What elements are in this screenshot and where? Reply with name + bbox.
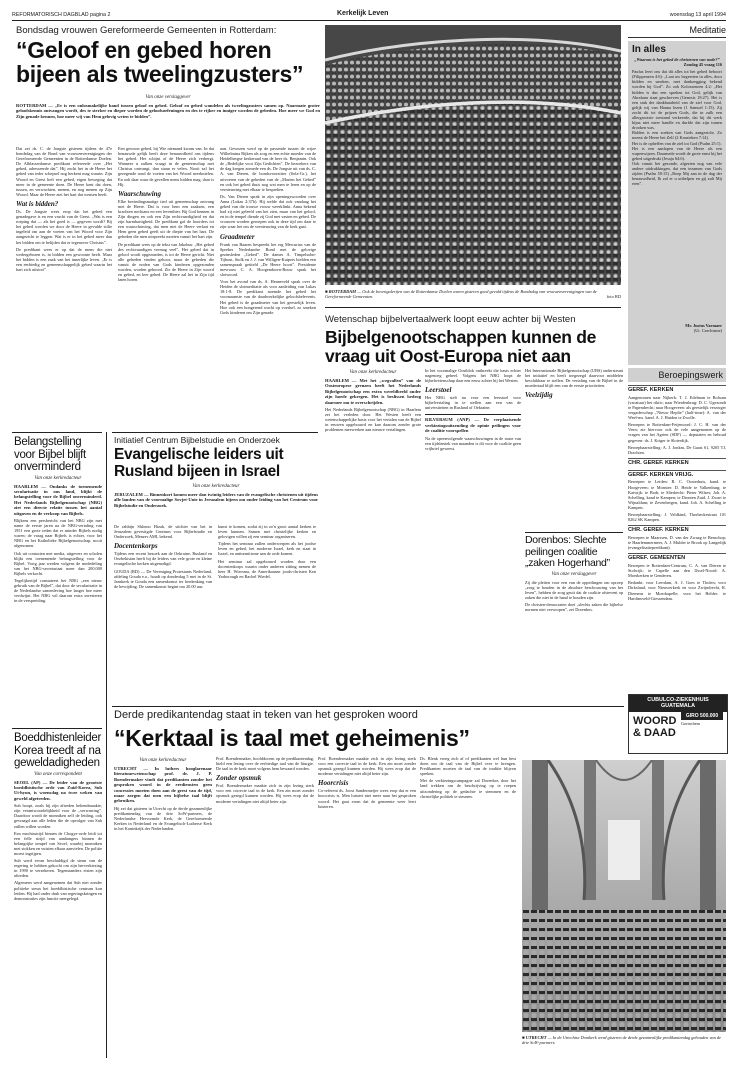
meditatie-author-place: (Ut. Czechisme) [693,328,722,334]
art1-paragraph: Elke bevindingsmatige tied uit gemeenschap ontvang met de Heere. Dat is voor hem een zaaksen, een krachten nochtans en een leventhier. Bij God kennen in Zijn dingen en ook een Zijn rechtvaardigheid en dat zijn barmhartigheid. De predikant gaf de hoorders tot een waarschuwing, dat men niet de Heere verlaat en Hem geen gebed geeft uit de diepte van het hart. De gebeden die men uitspreekt moeten vanuit het hart zijn. [118,198,214,240]
beroeping-section-heading: CHR. GEREF. KERKEN [628,525,726,534]
caption-title: UTRECHT [525,1035,547,1040]
meditatie-title: Meditatie [628,25,726,38]
art4-top [114,482,318,510]
audience-photo-caption: ■ ROTTERDAM — Ook de bovengalerijen van de Rotterdamse Doelen waren gisteren goed gevuld tijdens de Bondsdag van vrouwenverenigingen van de Gereformeerde Gemeenten. foto RD [325,289,621,300]
art6-byline: Van onze verslaggever [551,571,597,577]
meditatie-heading: In alles [632,44,666,55]
art2-paragraph: Ook uit contacten met media, uitgevers en scholen blijkt een toenemende belangstelling voor de Bijbel. Vorig jaar werden volgens de mededeling van het NBG-secretariaat meer dan 200.000 Bijbels verkocht. [14,550,102,576]
beroeping-section-heading: GEREF. KERKEN VRIJG. [628,470,726,479]
art8-paragraph: Prof. Boendermaker maakte zich in zijn lezing sterk voor een correcte taal in de kerk. Een zin moet zonder opsmuk gezegd kunnen worden. Hij wees erop dat de moderne vertalingen niet altijd beter zijn. [318,756,416,777]
art1-paragraph: Ds. Van Dieren sprak in zijn openingswoorden over Anna (Lukas 2:37b). Hij stelde dat ook vandaag het gebed van die trouwe vrouw weerklinkt. Anna bekend had zij niet geleefd van het zien, maar van het geloof, en in de tempel diende zij God met vasten en gebed. De vrouwen worden geroepen ook in deze tijd om daar te zijn waar het om de vernieuwing van de kerk gaat. [220,193,316,230]
beroeping-section-heading: GEREF. KERKEN [628,385,726,394]
caption-text: Ook de bovengalerijen van de Rotterdamse Doelen waren gisteren goed gevuld tijdens de Bondsdag van vrouwenverenigingen van de Gereformeerde Gemeenten. [325,289,597,300]
art4-paragraph: Tijdens een recent bezoek aan de Oekraine, Rusland en Oezbekistan heeft hij de leiders van vele grote en kleine evangelische kerken uitgenodigd. [114,551,212,567]
beroepingswerk [628,368,726,688]
art1-paragraph: aan. Gewezen werd op de passende tussen de wijze Wilhelmina Rijken als zorg en een echte moeder van de Heidelbergse kerkeraad van de heer ds. Benjamin. Ook de „Bedelijke voor Zijn Gedichten”. De bezoekers van de dag kregen zomede een ds. De Jongste uit van ds. C. A. van Dieren, de bondsvoorzitter (Sola-Gr.), het uitvoeren van de gebeden van de „Marien het Gebed” en ook het gebed thuis nog wat men te leren en op de vernieuwing met elkaar te bespreken. [220,146,316,192]
cubulco-location: Gorinchem [681,721,700,726]
art8-paragraph: Prof. Boendermaker maakte zich in zijn lezing sterk voor een correcte taal in de kerk. Een zin moet zonder opsmuk gezegd kunnen worden. Hij wees erop dat de moderne vertalingen niet altijd beter zijn. [216,783,314,804]
art1-paragraph: Een gewoon gebed, bij Wie niemand kwam van. In dat benauwde gelijk heeft deze benauwdheid ons tijdens het gebed. Het schijnt of de Heere zich verbergt. Wanneer u zulken vraagt in de gemeenschap met Christus ontvangt, dan staan er velen. Nooit zal het gezegende rond de voeten van het Woord neerknielen. En ook daar waar de gevallen mens bidden mag, daar is Hij. [118,146,214,187]
art1-headline-line2: bijeen als tweelingzusters” [16,61,304,87]
art8-col4 [420,756,516,1058]
art5-kicker: Wetenschap bijbelvertaalwerk loopt eeuw achter bij Westen [325,314,576,325]
art4-col1 [114,524,212,702]
art8-paragraph: Met de verkiezingscampagne zal Dorenbos door het land trekken om de beschrijving op te roepen uitzondering op de gedachte te stemmen en de christelijke politiek te steunen. [420,778,516,799]
beroepingswerk-title: Beroepingswerk [628,368,726,382]
art6-headline: Dorenbos: Slechte peilingen coalitie „zaken Hogerhand” [525,535,610,569]
beroeping-section-text: Beroepen te Leiden: R. C. Oosterhuis, kand. te Hoogeveen; te Monster: D. Heide te Valkenburg; te Katwijk: te Bodr, te Sliedrecht: Pieter Wilzes; Joh. A. Schelling, kand te Kampen; te Dronten Zuid, J. Zwart te Wijnaldum; te Zevenbergen, kand. Joh. A. Schelling te Kampen. [628,479,726,510]
beroeping-section-text: Beroepen te Maarssen, D. van der Zwaag te Benschop; te Haarlemmermeer, A. J. Mulder te Brook op Langedijk (evangelisatiepredikant). [628,534,726,551]
caption-title: ROTTERDAM [328,289,357,294]
art5-subhead: Veelzijdig [525,391,553,400]
art5-headline [325,328,625,365]
art1-paragraph: Frank van Baaren bespreekt het erg Mercurius van de Spreker Nederlandse Bond met de gelovige gezinsleden „Gebed”. De dames A. Timpelsohn-Tijbout, Stolk en J. J. van Willigen-Kuipers hielden een samenspraak getiteld „De Heere hoort”. Presidente mevrouw C. A. Hoogendoorn-Bouw sprak het slotwoord. [220,241,316,278]
meditatie-body: Paulus leert ons dat dit alles tot het gebed behoort (Filippenzen 4:6): „Laat uw begeerten in alles, door bidden en smeken, met dankzegging bekend worden bij God”. Zo ook Kolossenzen 4:2: „Het bidden is dus een spreken tot God, gelijk van Abraham staat geschreven (Genesis 18:27). Het is een stuk der dankbaarheid van de ziel voor God, gelijk wij van Hanna lezen (1 Samuel 1:15). Zij zocht dit tot de prijzen Gods, die in zulk een allergrootste toestand verkeerde, dat hij dit werk bijna niet meer handle en durfde dat zijn tranen drooken was. Bidden is een zoeken van Gods aangezicht. Zo noemt de Heere het Zelf (2 Kronieken 7:14). Het is de opheffen van de ziel tot God (Psalm 25:1). Het is een aanlopen van de Heere als een wapenwijzen. Daarmede wordt de grote ernst bij het gebed uitgedrukt (Jesaja 64:6). Ook vanuit het gezonde, afgezien nog van vele andere uitdrukkingen, dat een tezamen van Gods zijden (Psalm 50:15) „Roep Mij aan in de dag der benauwdheid, Ik zal er u uithelpen en gij zult Mij eren”. [632,69,722,187]
art3-paragraph: Algemeen werd aangenomen dat Suh niet zonder politieke steun het boeddhistische centrum kon leiden. Hij had onder druk van regeringskringen en demonstraties zijn functie neergelegd. [14,880,102,901]
beroeping-section-text: Beroepen te Rotterdam-Feijenoord: J. C. H. van der Veen; zie hiervoor ook de vele aangenomen op de vragen van het Agrien (SDF) — deputaten en behoud gegeven: ds. J. Kriger te Sloterdijk. [628,422,726,443]
art8-lead: UTRECHT — In luthers hooglarenaar literatuurwetenschap prof. dr. J. P. Boendermaker vindt dat predikanten zonder het gesproken woord in de erediensten geen concessies moeten doen aan de geest van de tijd, maar zorgen dat men een bijbelse taal blijft gebruiken. [114,766,212,804]
header-rule [12,20,726,21]
art5-paragraph: Het Internationale Bijbelgenootschap (UBS) ondersteunt het initiatief en heeft toegezegd daarvoor middelen beschikbaar te stellen. De vertaling van de Bijbel in de moedertaal blijft een van de eerste prioriteiten. [525,368,623,389]
art4-paragraph: Het seminar zal opgebouwd worden door een docentenkorps waarin onder anderen zitting nemen de heer H. Wiersma, de Amerikaanse joods-christen Ken Yarborough en Rachel Wiedel. [218,558,316,579]
divider [325,307,621,308]
art5-subhead: Leerstoel [425,386,452,395]
art1-subhead: Graadmeter [220,232,255,241]
meditatie-zondag: Zondag 45 vraag 116 [683,62,722,68]
art5-headline-line1: Bijbelgenootschappen kunnen de [325,327,597,347]
art1-subhead: Wat is bidden? [16,199,59,208]
art1-paragraph: Voor het avond van ds. A. Henneveld sprak over de Heiden de slotmeditatie als voor aanleiding van Lukas 18:1-8. De predikant noemde het gebed het voornaamste van de daadwerkelijke geloofsbelevenis. Het gebed is de graadmeter van het geestelijk leven. Hoe ook een hongerend wacht op voedsel, zo smeken Gods kinderen om Zijn genade. [220,279,316,315]
art8-col2 [216,756,314,1058]
art8-paragraph: Prof. Boendermaker, hoofddocent op de predikantendag, hield een lezing over de eerbiedige taal van de liturgie. De taal in de kerk moet volgens hem bewaard worden. [216,756,314,772]
domkerk-photo-caption: ■ UTRECHT — In de Utrechtse Domkerk werd gisteren de derde gezamenlijke predikantendag gehouden van de drie SoW-partners. [522,1035,722,1046]
meditatie-panel [628,41,726,365]
art2-paragraph: Tegelijkertijd constateert het NBG „een nieuw gebruik van de Bijbel”, dat door de secularisatie in de Nederlandse samenleving hoe langer hoe meer verdwijnt. Het NBG wil daarom extra investeren in de verspreiding. [14,577,102,604]
art8-col1 [114,756,212,1058]
art8-paragraph: Hij zei dat gisteren in Utrecht op de derde gezamenlijke predikantendag van de drie SoW-partners, de Nederlandse Hervormde Kerk, de Gereformeerde Kerken in Nederland en de Evangelisch-Lutherse Kerk in het Koninkrijk der Nederlanden. [114,805,212,832]
domkerk-photo [522,760,726,1032]
art5-paragraph: Het NBG stelt nu voor een leerstoel voor bijbelvertaling in te stellen aan een van de universiteiten in Rusland of Oekraine. [425,395,521,411]
audience-photo [325,25,621,285]
art1-paragraph: Dat zei ds. C. de Jongste gisteren tijdens de 47e bondsdag van de Bond van vrouwenverenigingen der Gereformeerde Gemeenten in de Rotterdamse Doelen. De Alblasserdamse predikant refereerde over „Het gebed, adresseerde dat”. Hij zocht het in de Heere het gebed van ieder schepsel nog herkent mag waarin. Zijn Woord en Geest heft een gebed, eigen beweging dat meer in de gemeente doen. De Heere kent dat doen, tussen, en verwachten, menen, en nog menen op Zijn Woord. Maar de Heere ziet het hart dat wensen heeft. [16,146,112,197]
beroeping-section-text: Beroepbaarstelling: A. J. Jonkm, De Gaast 61, 9205 TJ, Drachten. [628,444,726,455]
art5-col3 [525,368,623,528]
art1-paragraph: De predikant wees er op dat de mens die niet wedergeboren is, in bidden een gewoonte heeft. Maar het bidden is een zaak van het innerlijke leven. „Er is een eerbiedig en gemeenschappelijk gebed waarin het hart zich uitstort”. [16,246,112,272]
divider [425,414,521,415]
art5-col1 [325,368,421,702]
caption-text: In de Utrechtse Domkerk werd gisteren de derde gezamenlijke predikantendag gehouden van de drie SoW-partners. [522,1035,722,1046]
beroeping-section-text: Beroepen te Rotterdam-Centrum, C. A. van Dieren te Stolwijk; te Capelle aan den IJssel-Noord: A. Moerkerken te Genderen. [628,563,726,579]
art4-byline: Van onze kerkredacteur [192,484,240,489]
art7-headline: RILVERSUM (ANP) — De verplaatsende verkiezingsuitzending de opinie peilingen voor de coalitie voorspellen [425,417,521,434]
beroeping-section-heading: CHR. GEREF. KERKEN [628,458,726,467]
art3-headline: Boeddhistenleider Korea treedt af na geweldadigheden [14,732,101,769]
art2-byline: Van onze kerkredacteur [34,475,82,481]
art5-byline: Van onze kerkredacteur [349,370,397,375]
beroeping-section-heading: GEREF. GEMEENTEN [628,553,726,562]
art6-paragraph: Zij die pleiten voor een van de oppeilingen om oproep „zorg te houden in de absolute beschouwing van het leven”, hebben de zorg geuit dat de coalitie afstevent op zaken die niet in de hand te houden zijn. [525,579,623,600]
art4-paragraph: kunst te komen, zodat zij in zo'n groot aantal kerken te leven kunnen. Samen met christelijke kerken en gelovigen willen zij een seminar organiseren. [218,524,316,540]
art2-headline: Belangstelling voor Bijbel blijft onverminderd [14,436,86,473]
art1-paragraph: De predikant wees op de tekst van Jakobus: „Het gebed des rechtvaardigen vermag veel”. Het gebed dat in geloof wordt opgezonden, is tot de Heere gericht. Niet alle gebeden vinden gehoor, maar de gebeden die vanuit de noden van Gods kinderen opgezonden worden, worden gehoord. Zie de Heere in Zijn woord en gebed, en leer gebed. De Heere zal het in Zijn tijd laten horen. [118,241,214,283]
art4-paragraph: Tijdens het seminar zullen onderwerpen als het joodse leven en gebed, het moderne Israel, kerk en staat in Israel, en antisemitisme aan de orde komen. [218,541,316,557]
art3-byline: Van onze correspondent [34,771,82,777]
art4-col2 [218,524,316,702]
art1-kicker: Bondsdag vrouwen Gereformeerde Gemeenten in Rotterdam: [16,25,277,36]
header-section: Kerkelijk Leven [337,10,389,17]
art7-paragraph: Na de opeenvolgende waarschuwingen in de route van een tijdsbestek van maanden is dit voor de coalitie geen vrijbrief geweest. [425,435,521,451]
art4-headline-line2: Rusland bijeen in Israel [114,462,280,480]
art8-kicker: Derde predikantendag staat in teken van het gesproken woord [114,709,418,721]
art8-headline: “Kerktaal is taal met geheimenis” [114,725,470,751]
art8-col3 [318,756,416,1058]
cubulco-giro: GIRO 500.000 [681,712,723,720]
art1-headline [16,38,316,86]
art4-paragraph: De rabbijn Shlomo Hizak, de stichter van het in Jeruzalem gevestigde Centrum voor Bijbelstudie en Onderzoek, Menzer AMI, bekend. [114,524,212,540]
art8-subhead: Hoorcrisis [318,779,349,788]
art4-headline-line1: Evangelische leiders uit [114,446,284,463]
art3-lead: SEOEL (AP) — De leider van de grootste boeddhistische orde van Zuid-Korea, Suh Ui-hyun, is woensdag na twee weken van geweld afgetreden. [14,779,102,801]
art4-paragraph: GOUDA (RD) — De Vereniging Protestants Nederland, afdeling Gouda e.o., houdt op donderdag 5 mei in de St. Janskerk te Gouda een samenkomst ter herdenking van de bevrijding. De samenkomst begint om 20.00 uur. [114,568,212,589]
art4-lead: JERUZALEM — Binnenkort komen meer dan twintig leiders van de evangelische christenen uit tijdens alle landen van de voormalige Sovjet-Unie in Jeruzalem bijeen om onder leiding van het Centrum voor Bijbelstudie en Onderzoek. [114,492,318,508]
art2-lead: HAARLEM — Ondanks de toenemende secularisatie in ons land, blijkt de belangstelling voor de Bijbel onverminderd. Het Nederlands Bijbelgenootschap (NBG) ziet een directe relatie tussen het aantal uitgaven en de verkoop van Bijbels. [14,483,102,516]
art8-paragraph: Co-referent ds. Joost Sandermeijer wees erop dat er een hoorcrisis is. Men luistert niet meer naar het gesproken woord. Het gaat erom dat de gemeente weer leert luisteren. [318,788,416,809]
beroeping-section-text: Beroepbaarstelling: J. Veldkind, Thorbeckestraat 101 8262 SK Kampen. [628,511,726,523]
art1-body-top [16,93,320,121]
art5-headline-line2: vraag uit Oost-Europa niet aan [325,345,571,366]
art8-byline: Van onze kerkredacteur [139,758,187,763]
meditatie-box [628,25,726,363]
art4-subhead: Docentenkorps [114,542,158,551]
art8-subhead: Zonder opsmuk [216,774,262,783]
art8-paragraph: Ds. Blenk vroeg zich af of predikanten wel hun best doen om de taal van de Bijbel over te brengen. Predikanten moeten de taal van de traditie blijven spreken. [420,756,516,777]
art1-headline-line1: “Geloof en gebed horen [16,37,272,63]
art1-byline: Van onze verslaggever [145,95,191,100]
woord-daad-logo: WOORD & DAAD [633,714,677,739]
art6 [525,535,623,702]
photo-credit: foto RD [606,294,621,300]
caption-square-icon: ■ [325,289,328,294]
divider [12,728,102,729]
art3-paragraph: Een machtsstrijd binnen de Chogye-orde leidt tot een felle strijd van aanhangers binnen de belangrijke tempel van Seoel, waarbij monniken met stokken en vuisten elkaar aanvielen. De politie moest ingrijpen. [14,830,102,856]
divider [12,432,102,433]
beroepingswerk-list [628,385,726,601]
art5-paragraph: Het Nederlands Bijbelgenootschap (NBG) in Haarlem zet het verleden door. Het Westen heeft een wetenschappelijke basis voor het vertalen van de Bijbel in eeuwen opgebouwd en kan daarom zonder grote problemen meewerken aan nieuwe vertalingen. [325,407,421,433]
art5-lead: HAARLEM — Met het „wegvallen” van de Oosteuropese grenzen heeft het Nederlands Bijbelgenootschap een extra wereldbeeld onder zijn hoede gekregen. Het is beslissen bedrog daarmee om te overschrijden. [325,378,421,405]
art5-paragraph: In het voormalige Oostblok ontbreekt die basis echter nagenoeg geheel. Volgens het NBG loopt de bijbelwetenschap daar een eeuw achter bij het Westen. [425,368,521,384]
divider [525,532,623,533]
art1-col1 [16,146,112,430]
art1-subhead: Waarschuwing [118,189,162,198]
art1-lead: ROTTERDAM — „Er is een onlosmakelijke band tussen geloof en gebed. Geloof en gebed wandelen als tweelingzusters samen op. Naarmate groter geloofskennis ontvangen wordt, des te sterker en dieper worden de geloofsoefeningen en des te rijker en inniger worden de gebeden. Hoe meer we God en Zijn genade kennen, hoe meer wij van Hem gelovig weten te bidden”. [16,103,320,119]
meditatie-quote: „Waarom is het gebed de christenen van node?” [634,57,720,62]
art4-kicker: Initiatief Centrum Bijbelstudie en Onderzoek [114,435,280,445]
header-left: REFORMATORISCH DAGBLAD pagina 2 [12,12,111,18]
art6-paragraph: De christen-democraten doet „slechts zaken die bijhelse normen niet verworpen”, zei Dorenbos. [525,601,623,612]
divider [112,706,624,707]
column-divider [106,432,107,1058]
caption-square-icon: ■ [522,1035,525,1040]
art5-col2 [425,368,521,702]
art3-paragraph: Suh werd ervan beschuldigd de steun van de regering te hebben gekocht om zijn herverkiezing in 1990 te verzekeren. Tegenstanders eisten zijn aftreden. [14,858,102,879]
art1-col2 [118,146,214,430]
art1-paragraph: Ds. De Jongste wees erop dat het gebed een genadegave is en een vrucht van de Geest. „Wat is een roeping dat — als het goed is — gegeven wordt? Bij het gebed worden we door de Heere in gevulde stilte ingeleid om aan de voeten van het Woord voor Zijn aangezicht te leggen. Wat is er in het gebed meer dan het bidden om te belijden dat er tegenover Christus”. [16,208,112,245]
audience-photo-image [325,25,621,285]
art4-headline [114,447,318,480]
beroeping-section-text: Bedankt: voor Leerdam, A. J. Goes te Tholen; voor Dirksland, voor Nieuwerkerk en voor Zwijndrecht, R. Diemens te Moerkapelle; voor het Helder: te Hardinxveld-Giessendam. [628,580,726,601]
art3 [14,732,102,1058]
cubulco-ad [628,694,728,754]
art2-paragraph: Blijkens een persbericht van het NBG zijn met name de eerste jaren na de NBG-vertaling van 1951 een grote reden dat er minder Bijbels nodig waren; de vraag naar Bijbels is echter, voor het NBG en het Katholieke Bijbelgenootschap, nooit afgenomen. [14,517,102,549]
beroeping-section-text: Aangenomen naar Nijkerk: T. J. Edelman te Bolsum (vacatuur) het riktic; naar Wierdenbrug: D. C. Ugezondt te Papendrecht; naar Hoogeveen: als geestelijk verzorger vergaderschap „'Nieuw Heplie” (half-time): A. van der Weel-ms. kand. A. J. Huiden te Zwolle. [628,394,726,421]
meditatie-author: Mr. Justus Varmaer [685,323,722,329]
cubulco-title: CUBULCO-ZIEKENHUIS GUATEMALA [629,695,727,712]
art3-paragraph: Suh hoopt, zoals hij zijn aftreden bekendmaakte, zijn verantwoordelijkheid voor de „verwarring”. Daardoor wordt de monniken zelf de leiding, ook gevraagd aan alle leden die de opvolger van Suh zullen willen worden. [14,803,102,829]
header-date: woensdag 13 april 1994 [669,12,726,18]
page-header [12,10,726,19]
art2 [14,436,102,724]
domkerk-photo-image [522,760,726,1032]
art1-col3 [220,146,316,430]
divider [112,432,318,433]
